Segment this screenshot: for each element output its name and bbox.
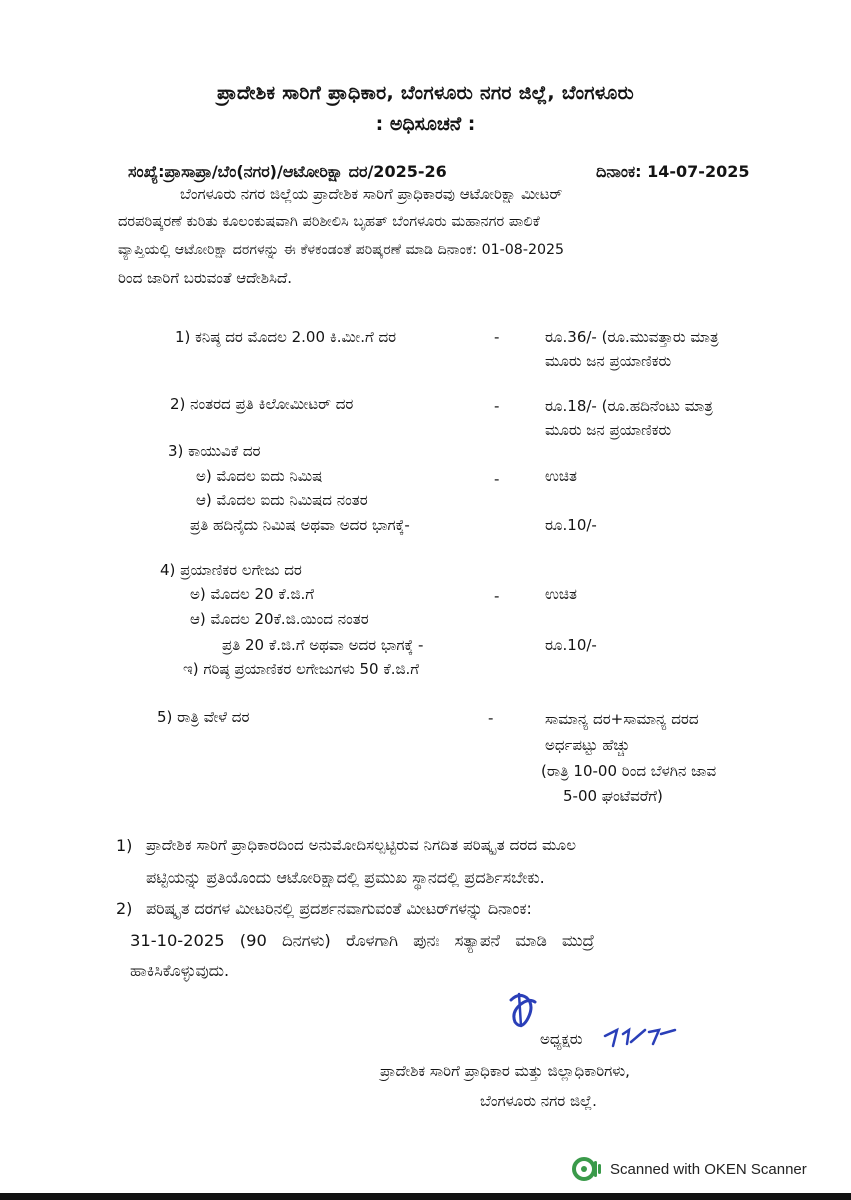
rate-4b-label-cont: ಪ್ರತಿ 20 ಕೆ.ಜಿ.ಗೆ ಅಥವಾ ಅದರ ಭಾಗಕ್ಕೆ - [222, 636, 424, 654]
rate-2-value-note: ಮೂರು ಜನ ಪ್ರಯಾಣಿಕರು [545, 421, 672, 439]
intro-line: ದರಪರಿಷ್ಕರಣೆ ಕುರಿತು ಕೂಲಂಕುಷವಾಗಿ ಪರಿಶೀಲಿಸಿ ಬೃಹತ್ ಬೆಂಗಳೂರು ಮಹಾನಗರ ಪಾಲಿಕೆ [118, 213, 540, 230]
rate-3a-label: ಅ) ಮೊದಲ ಐದು ನಿಮಿಷ [196, 467, 323, 485]
rate-4b-value: ರೂ.10/- [545, 636, 597, 654]
rate-3-label: 3) ಕಾಯುವಿಕೆ ದರ [168, 442, 261, 460]
document-title: ಪ್ರಾದೇಶಿಕ ಸಾರಿಗೆ ಪ್ರಾಧಿಕಾರ, ಬೆಂಗಳೂರು ನಗರ ಜಿಲ್ಲೆ, ಬೆಂಗಳೂರು [216, 82, 634, 104]
intro-line: ರಿಂದ ಜಾರಿಗೆ ಬರುವಂತೆ ಆದೇಶಿಸಿದೆ. [118, 269, 293, 287]
intro-line: ಬೆಂಗಳೂರು ನಗರ ಜಿಲ್ಲೆಯ ಪ್ರಾದೇಶಿಕ ಸಾರಿಗೆ ಪ್ರಾಧಿಕಾರವು ಆಟೋರಿಕ್ಷಾ ಮೀಟರ್ [180, 185, 563, 203]
rate-1-dash: - [494, 328, 500, 346]
signatory-office: ಪ್ರಾದೇಶಿಕ ಸಾರಿಗೆ ಪ್ರಾಧಿಕಾರ ಮತ್ತು ಜಿಲ್ಲಾಧಿಕಾರಿಗಳು, [380, 1062, 630, 1080]
signatory-designation: ಅಧ್ಯಕ್ಷರು [540, 1030, 583, 1048]
signature-icon [505, 990, 685, 1050]
rate-1-value: ರೂ.36/- (ರೂ.ಮುವತ್ತಾರು ಮಾತ್ರ [545, 328, 719, 346]
rate-4b-label: ಆ) ಮೊದಲ 20ಕೆ.ಜಿ.ಯಿಂದ ನಂತರ [190, 610, 369, 628]
note-1-line: ಪ್ರಾದೇಶಿಕ ಸಾರಿಗೆ ಪ್ರಾಧಿಕಾರದಿಂದ ಅನುಮೋದಿಸಲ್ಪಟ್ಟಿರುವ ನಿಗದಿತ ಪರಿಷ್ಕೃತ ದರದ ಮೂಲ [146, 836, 577, 854]
note-2-line: ಹಾಕಿಸಿಕೊಳ್ಳುವುದು. [130, 961, 230, 980]
rate-3b-value: ರೂ.10/- [545, 516, 597, 534]
bottom-edge-bar [0, 1193, 851, 1200]
rate-4c-label: ಇ) ಗರಿಷ್ಠ ಪ್ರಯಾಣಿಕರ ಲಗೇಜುಗಳು 50 ಕೆ.ಜಿ.ಗೆ [183, 660, 420, 678]
rate-5-time-from: (ರಾತ್ರಿ 10-00 ರಿಂದ ಬೆಳಗಿನ ಜಾವ [541, 762, 717, 780]
rate-5-time-to: 5-00 ಘಂಟೆವರೆಗೆ) [563, 787, 663, 805]
note-1-number: 1) [116, 836, 133, 855]
intro-paragraph [118, 180, 793, 292]
scanner-logo-icon [572, 1156, 602, 1182]
rate-4a-dash: - [494, 587, 500, 605]
scanner-watermark [572, 1156, 807, 1182]
document-subtitle: : ಅಧಿಸೂಚನೆ : [375, 113, 476, 135]
scanner-watermark-text: Scanned with OKEN Scanner [610, 1160, 807, 1178]
rate-1-label: 1) ಕನಿಷ್ಠ ದರ ಮೊದಲ 2.00 ಕಿ.ಮೀ.ಗೆ ದರ [175, 328, 397, 346]
rate-5-label: 5) ರಾತ್ರಿ ವೇಳೆ ದರ [157, 708, 250, 726]
note-1-line: ಪಟ್ಟಿಯನ್ನು ಪ್ರತಿಯೊಂದು ಆಟೋರಿಕ್ಷಾದಲ್ಲಿ ಪ್ರಮುಖ ಸ್ಥಾನದಲ್ಲಿ ಪ್ರದರ್ಶಿಸಬೇಕು. [146, 868, 545, 887]
rate-1-value-note: ಮೂರು ಜನ ಪ್ರಯಾಣಿಕರು [545, 352, 672, 370]
rate-5-dash: - [488, 709, 494, 727]
note-2-line: ಪರಿಷ್ಕೃತ ದರಗಳ ಮೀಟರಿನಲ್ಲಿ ಪ್ರದರ್ಶನವಾಗುವಂತೆ ಮೀಟರ್‌ಗಳನ್ನು ದಿನಾಂಕ: [146, 899, 532, 918]
rate-3b-label-cont: ಪ್ರತಿ ಹದಿನೈದು ನಿಮಿಷ ಅಥವಾ ಅದರ ಭಾಗಕ್ಕೆ- [190, 516, 410, 534]
rate-3a-dash: - [494, 470, 500, 488]
rate-4-label: 4) ಪ್ರಯಾಣಿಕರ ಲಗೇಜು ದರ [160, 561, 302, 579]
note-2-number: 2) [116, 899, 133, 918]
rate-5-value: ಸಾಮಾನ್ಯ ದರ+ಸಾಮಾನ್ಯ ದರದ [545, 710, 699, 728]
rate-3b-label: ಆ) ಮೊದಲ ಐದು ನಿಮಿಷದ ನಂತರ [196, 491, 368, 509]
rate-2-value: ರೂ.18/- (ರೂ.ಹದಿನೆಂಟು ಮಾತ್ರ [545, 397, 713, 415]
rate-2-label: 2) ನಂತರದ ಪ್ರತಿ ಕಿಲೋಮೀಟರ್ ದರ [170, 395, 354, 413]
signature-scribble [505, 990, 685, 1054]
reference-date: ದಿನಾಂಕ: 14-07-2025 [596, 162, 750, 181]
rate-4a-label: ಅ) ಮೊದಲ 20 ಕೆ.ಜಿ.ಗೆ [190, 585, 315, 603]
rate-3a-value: ಉಚಿತ [545, 467, 577, 485]
rate-2-dash: - [494, 397, 500, 415]
rate-5-value-cont: ಅರ್ಧಪಟ್ಟು ಹೆಚ್ಚು [545, 736, 630, 754]
note-2-line: 31-10-2025 (90 ದಿನಗಳು) ರೊಳಗಾಗಿ ಪುನಃ ಸತ್ಯಾಪನೆ ಮಾಡಿ ಮುದ್ರೆ [130, 931, 595, 950]
reference-number: ಸಂಖ್ಯೆ:ಪ್ರಾಸಾಪ್ರಾ/ಬೆಂ(ನಗರ)/ಆಟೋರಿಕ್ಷಾ ದರ/2025-26 [128, 162, 447, 181]
rate-4a-value: ಉಚಿತ [545, 585, 577, 603]
signatory-district: ಬೆಂಗಳೂರು ನಗರ ಜಿಲ್ಲೆ. [480, 1092, 597, 1110]
intro-line: ವ್ಯಾಪ್ತಿಯಲ್ಲಿ ಆಟೋರಿಕ್ಷಾ ದರಗಳನ್ನು ಈ ಕೆಳಕಂಡಂತೆ ಪರಿಷ್ಕರಣೆ ಮಾಡಿ ದಿನಾಂಕ: 01-08-2025 [118, 242, 565, 258]
